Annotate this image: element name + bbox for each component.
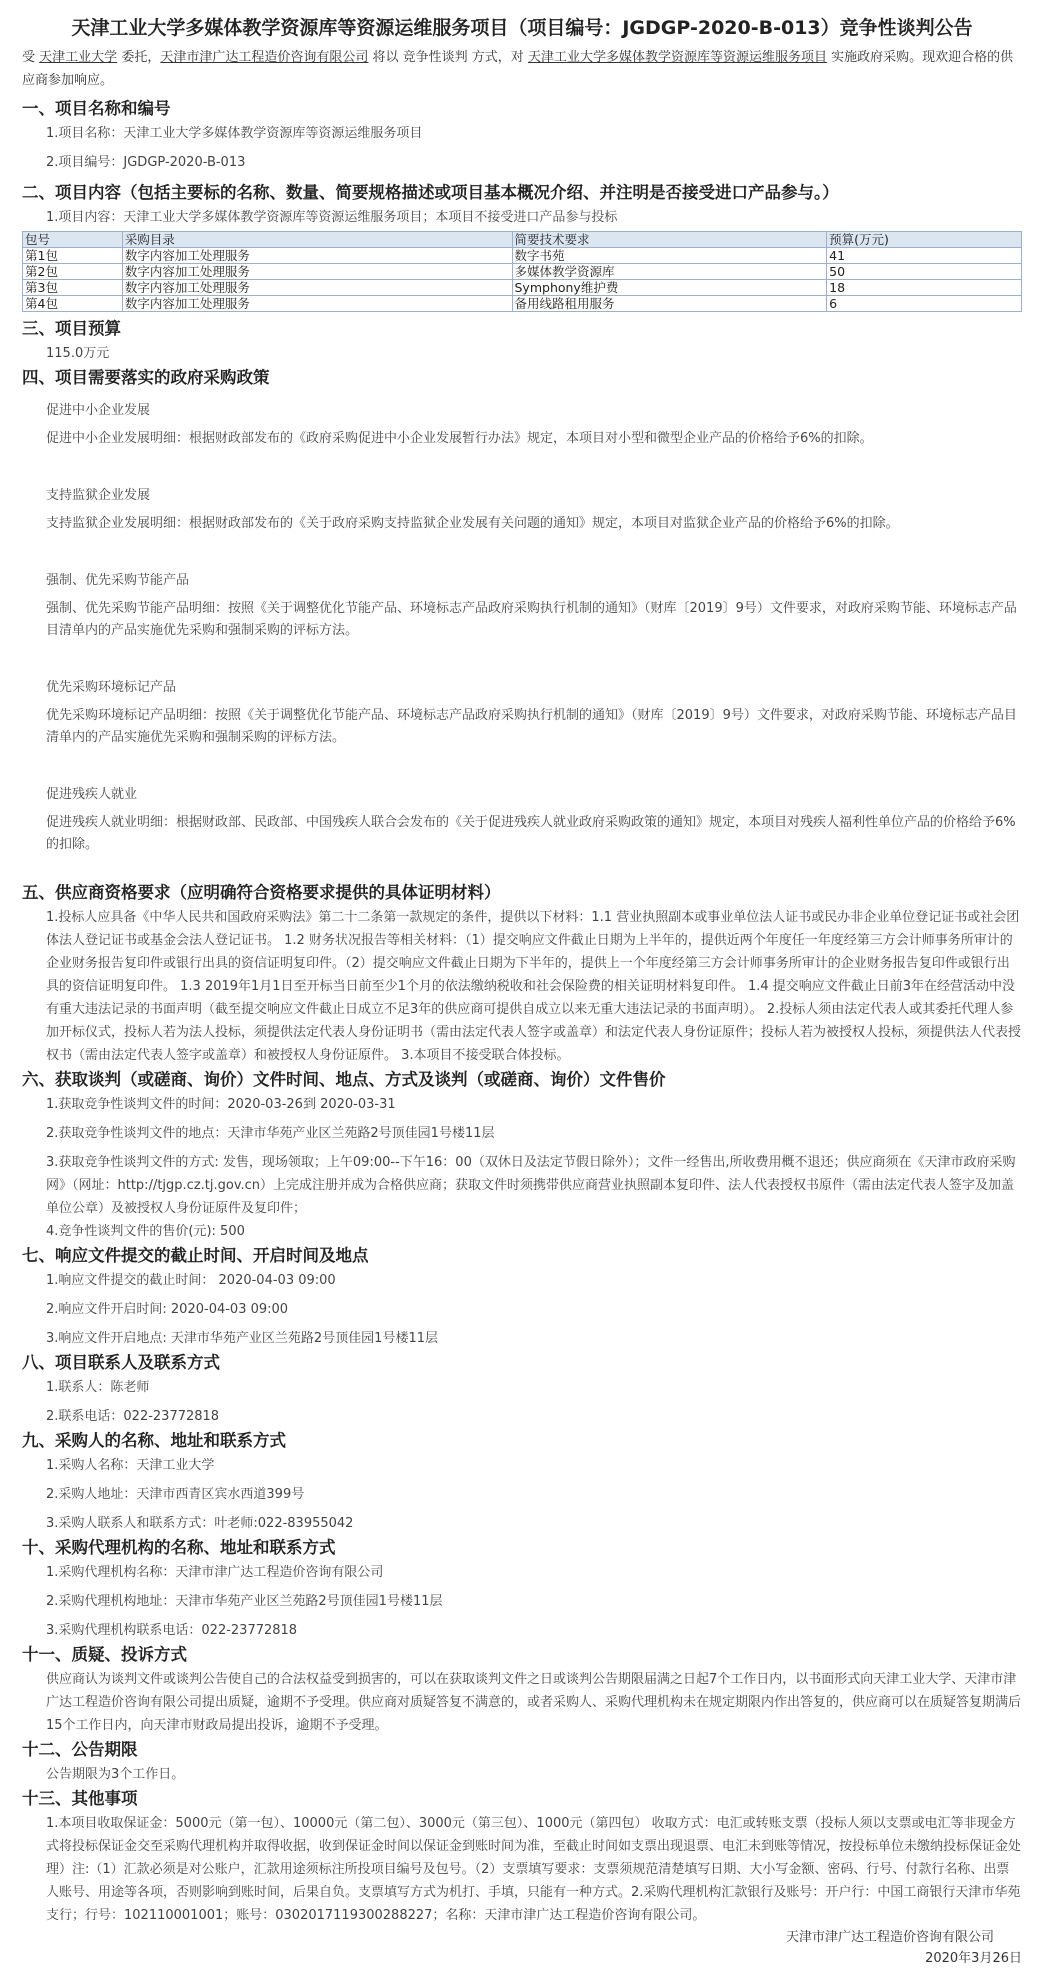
section-heading: 八、项目联系人及联系方式 <box>22 1353 220 1372</box>
col-header: 采购目录 <box>122 232 512 248</box>
policy-detail: 促进中小企业发展明细：根据财政部发布的《政府采购促进中小企业发展暂行办法》规定，本项目对小型和微型企业产品的价格给予6%的扣除。 <box>46 431 873 446</box>
table-cell: 6 <box>827 296 1022 312</box>
package-table <box>22 231 1022 312</box>
table-header-row <box>23 232 1022 248</box>
section-heading: 十一、质疑、投诉方式 <box>22 1645 187 1664</box>
section-item: 4.竞争性谈判文件的售价(元): 500 <box>46 1224 245 1239</box>
section-heading: 一、项目名称和编号 <box>22 99 171 118</box>
budget-value: 115.0万元 <box>46 346 110 361</box>
policy-detail: 优先采购环境标记产品明细：按照《关于调整优化节能产品、环境标志产品政府采购执行机制的通知》（财库〔2019〕9号）文件要求，对政府采购节能、环境标志产品目清单内的产品实施优先采购和强制采购的评标方法。 <box>46 708 1017 745</box>
section-heading: 十二、公告期限 <box>22 1740 138 1759</box>
section-heading: 六、获取谈判（或磋商、询价）文件时间、地点、方式及谈判（或磋商、询价）文件售价 <box>22 1070 666 1089</box>
section-item: 2.联系电话：022-23772818 <box>46 1409 220 1424</box>
qualification-text: 1.投标人应具备《中华人民共和国政府采购法》第二十二条第一款规定的条件，提供以下材料：1.1 营业执照副本或事业单位法人证书或民办非企业单位登记证书或社会团体法人登记证书或基金会法人登记证书。 1.2 财务状况报告等相关材料：（1）提交响应文件截止日期为上半年的，提供近两个年度任一年度经第三方会计师事务所审计的企业财务报告复印件或银行出具的资信证明复印件。（2）提交响应文件截止日期为下半年的，提供上一个年度经第三方会计师事务所审计的企业财务报告复印件或银行出具的资信证明复印件。 1.3 2019年1月1日至开标当日前至少1个月的依法缴纳税收和社会保险费的相关证明材料复印件。 1.4 提交响应文件截止日前3年在经营活动中没有重大违法记录的书面声明（截至提交响应文件截止日成立不足3年的供应商可提供自成立以来无重大违法记录的书面声明）。 2.投标人须由法定代表人或其委托代理人参加开标仪式，投标人若为法人投标，须提供法定代表人身份证明书（需由法定代表人签字或盖章）和法定代表人身份证原件；投标人若为被授权人投标，须提供法人代表授权书（需由法定代表人签字或盖章）和被授权人身份证原件。 3.本项目不接受联合体投标。 <box>46 910 1022 1063</box>
table-cell: 18 <box>827 280 1022 296</box>
table-cell: 第4包 <box>23 296 123 312</box>
agency-link[interactable]: 天津市津广达工程造价咨询有限公司 <box>160 50 369 65</box>
table-cell: 50 <box>827 264 1022 280</box>
other-matters-text: 1.本项目收取保证金：5000元（第一包）、10000元（第二包）、3000元（第三包）、1000元（第四包） 收取方式：电汇或转账支票（投标人须以支票或电汇等非现金方式将投标保证金交至采购代理机构并取得收据，收到保证金时间以保证金到账时间为准，至截止时间如支票出现退票、电汇未到账等情况，按投标单位未缴纳投标保证金处理）注:（1）汇款必须是对公账户，汇款用途须标注所投项目编号及包号。（2）支票填写要求：支票须规范清楚填写日期、大小写金额、密码、行号、付款行名称、出票人账号、用途等各项，否则影响到账时间，后果自负。支票填写方式为机打、手填，只能有一种方式。2.采购代理机构汇款银行及账号：开户行：中国工商银行天津市华苑支行；行号：102110001001；账号：0302017119300288227；名称：天津市津广达工程造价咨询有限公司。 <box>46 1816 1022 1923</box>
table-cell: 备用线路租用服务 <box>512 296 827 312</box>
section-item: 3.响应文件开启地点: 天津市华苑产业区兰苑路2号顶佳园1号楼11层 <box>46 1331 438 1346</box>
section-heading: 四、项目需要落实的政府采购政策 <box>22 368 270 387</box>
table-cell: 第1包 <box>23 248 123 264</box>
section-item: 3.获取竞争性谈判文件的方式: 发售，现场领取；上午09:00--下午16：00（双休日及法定节假日除外）；文件一经售出,所收费用概不退还；供应商须在《天津市政府采购网》（网址：http://tjgp.cz.tj.gov.cn）上完成注册并成为合格供应商；获取文件时须携带供应商营业执照副本复印件、法人代表授权书原件（需由法定代表人签字及加盖单位公章）及被授权人身份证原件及复印件； <box>46 1155 1016 1216</box>
page-title: 天津工业大学多媒体教学资源库等资源运维服务项目（项目编号：JGDGP-2020-B-013）竞争性谈判公告 <box>71 17 973 39</box>
signature-date: 2020年3月26日 <box>925 1951 1022 1966</box>
section-item: 2.项目编号：JGDGP-2020-B-013 <box>46 155 246 170</box>
purchaser-link[interactable]: 天津工业大学 <box>39 50 118 65</box>
policy-detail: 强制、优先采购节能产品明细：按照《关于调整优化节能产品、环境标志产品政府采购执行机制的通知》（财库〔2019〕9号）文件要求，对政府采购节能、环境标志产品目清单内的产品实施优先采购和强制采购的评标方法。 <box>46 601 1017 638</box>
col-header: 预算(万元) <box>827 232 1022 248</box>
intro-paragraph <box>22 46 1022 92</box>
col-header: 简要技术要求 <box>512 232 827 248</box>
policy-name: 促进中小企业发展 <box>46 403 151 418</box>
section-item: 1.联系人：陈老师 <box>46 1380 150 1395</box>
table-cell: 数字内容加工处理服务 <box>122 280 512 296</box>
col-header: 包号 <box>23 232 123 248</box>
table-cell: 数字内容加工处理服务 <box>122 296 512 312</box>
notice-period-text: 公告期限为3个工作日。 <box>46 1767 185 1782</box>
table-cell: 第2包 <box>23 264 123 280</box>
table-cell: Symphony维护费 <box>512 280 827 296</box>
section-item: 2.采购人地址：天津市西青区宾水西道399号 <box>46 1487 305 1502</box>
section-item: 1.获取竞争性谈判文件的时间：2020-03-26到 2020-03-31 <box>46 1097 396 1112</box>
section-heading: 二、项目内容（包括主要标的名称、数量、简要规格描述或项目基本概况介绍、并注明是否接受进口产品参与。） <box>22 183 839 202</box>
section-item: 2.采购代理机构地址：天津市华苑产业区兰苑路2号顶佳园1号楼11层 <box>46 1594 443 1609</box>
signature-org: 天津市津广达工程造价咨询有限公司 <box>785 1930 994 1945</box>
policy-name: 强制、优先采购节能产品 <box>46 573 190 588</box>
policy-name: 支持监狱企业发展 <box>46 488 151 503</box>
section-item: 3.采购人联系人和联系方式：叶老师:022-83955042 <box>46 1516 354 1531</box>
table-cell: 41 <box>827 248 1022 264</box>
section-heading: 七、响应文件提交的截止时间、开启时间及地点 <box>22 1246 369 1265</box>
table-cell: 数字内容加工处理服务 <box>122 248 512 264</box>
table-cell: 第3包 <box>23 280 123 296</box>
table-cell: 数字书苑 <box>512 248 827 264</box>
section-item: 2.响应文件开启时间: 2020-04-03 09:00 <box>46 1302 289 1317</box>
table-row <box>23 280 1022 296</box>
policy-detail: 支持监狱企业发展明细：根据财政部发布的《关于政府采购支持监狱企业发展有关问题的通知》规定，本项目对监狱企业产品的价格给予6%的扣除。 <box>46 516 899 531</box>
section-heading: 十、采购代理机构的名称、地址和联系方式 <box>22 1538 336 1557</box>
intro-text: 实施政府采购。现欢迎合格的供应商参加响应。 <box>22 50 1014 88</box>
table-row <box>23 264 1022 280</box>
section-item: 3.采购代理机构联系电话：022-23772818 <box>46 1623 298 1638</box>
policy-detail: 促进残疾人就业明细：根据财政部、民政部、中国残疾人联合会发布的《关于促进残疾人就业政府采购政策的通知》规定，本项目对残疾人福利性单位产品的价格给予6%的扣除。 <box>46 815 1016 852</box>
section-heading: 五、供应商资格要求（应明确符合资格要求提供的具体证明材料） <box>22 883 501 902</box>
section-item: 1.响应文件提交的截止时间： 2020-04-03 09:00 <box>46 1273 336 1288</box>
section-item: 1.项目名称：天津工业大学多媒体教学资源库等资源运维服务项目 <box>46 126 423 141</box>
section-item: 1.采购人名称：天津工业大学 <box>46 1458 215 1473</box>
policy-name: 促进残疾人就业 <box>46 787 138 802</box>
policy-name: 优先采购环境标记产品 <box>46 680 177 695</box>
table-row <box>23 296 1022 312</box>
section-item: 2.获取竞争性谈判文件的地点：天津市华苑产业区兰苑路2号顶佳园1号楼11层 <box>46 1126 495 1141</box>
complaint-text: 供应商认为谈判文件或谈判公告使自己的合法权益受到损害的，可以在获取谈判文件之日或谈判公告期限届满之日起7个工作日内，以书面形式向天津工业大学、天津市津广达工程造价咨询有限公司提出质疑，逾期不予受理。供应商对质疑答复不满意的，或者采购人、采购代理机构未在规定期限内作出答复的，供应商可以在质疑答复期满后15个工作日内，向天津市财政局提出投诉，逾期不予受理。 <box>46 1672 1022 1733</box>
section-heading: 十三、其他事项 <box>22 1789 138 1808</box>
section-item: 1.采购代理机构名称：天津市津广达工程造价咨询有限公司 <box>46 1565 384 1580</box>
intro-text: 将以 <box>372 50 399 65</box>
intro-text: 受 <box>22 50 36 65</box>
project-link[interactable]: 天津工业大学多媒体教学资源库等资源运维服务项目 <box>527 50 827 65</box>
section-item: 1.项目内容：天津工业大学多媒体教学资源库等资源运维服务项目；本项目不接受进口产品参与投标 <box>46 210 618 225</box>
method-text: 竞争性谈判 <box>402 50 468 65</box>
intro-text: 委托， <box>121 50 161 65</box>
table-cell: 数字内容加工处理服务 <box>122 264 512 280</box>
section-heading: 三、项目预算 <box>22 319 121 338</box>
table-row <box>23 248 1022 264</box>
table-cell: 多媒体教学资源库 <box>512 264 827 280</box>
intro-text: 方式，对 <box>471 50 524 65</box>
section-heading: 九、采购人的名称、地址和联系方式 <box>22 1431 286 1450</box>
